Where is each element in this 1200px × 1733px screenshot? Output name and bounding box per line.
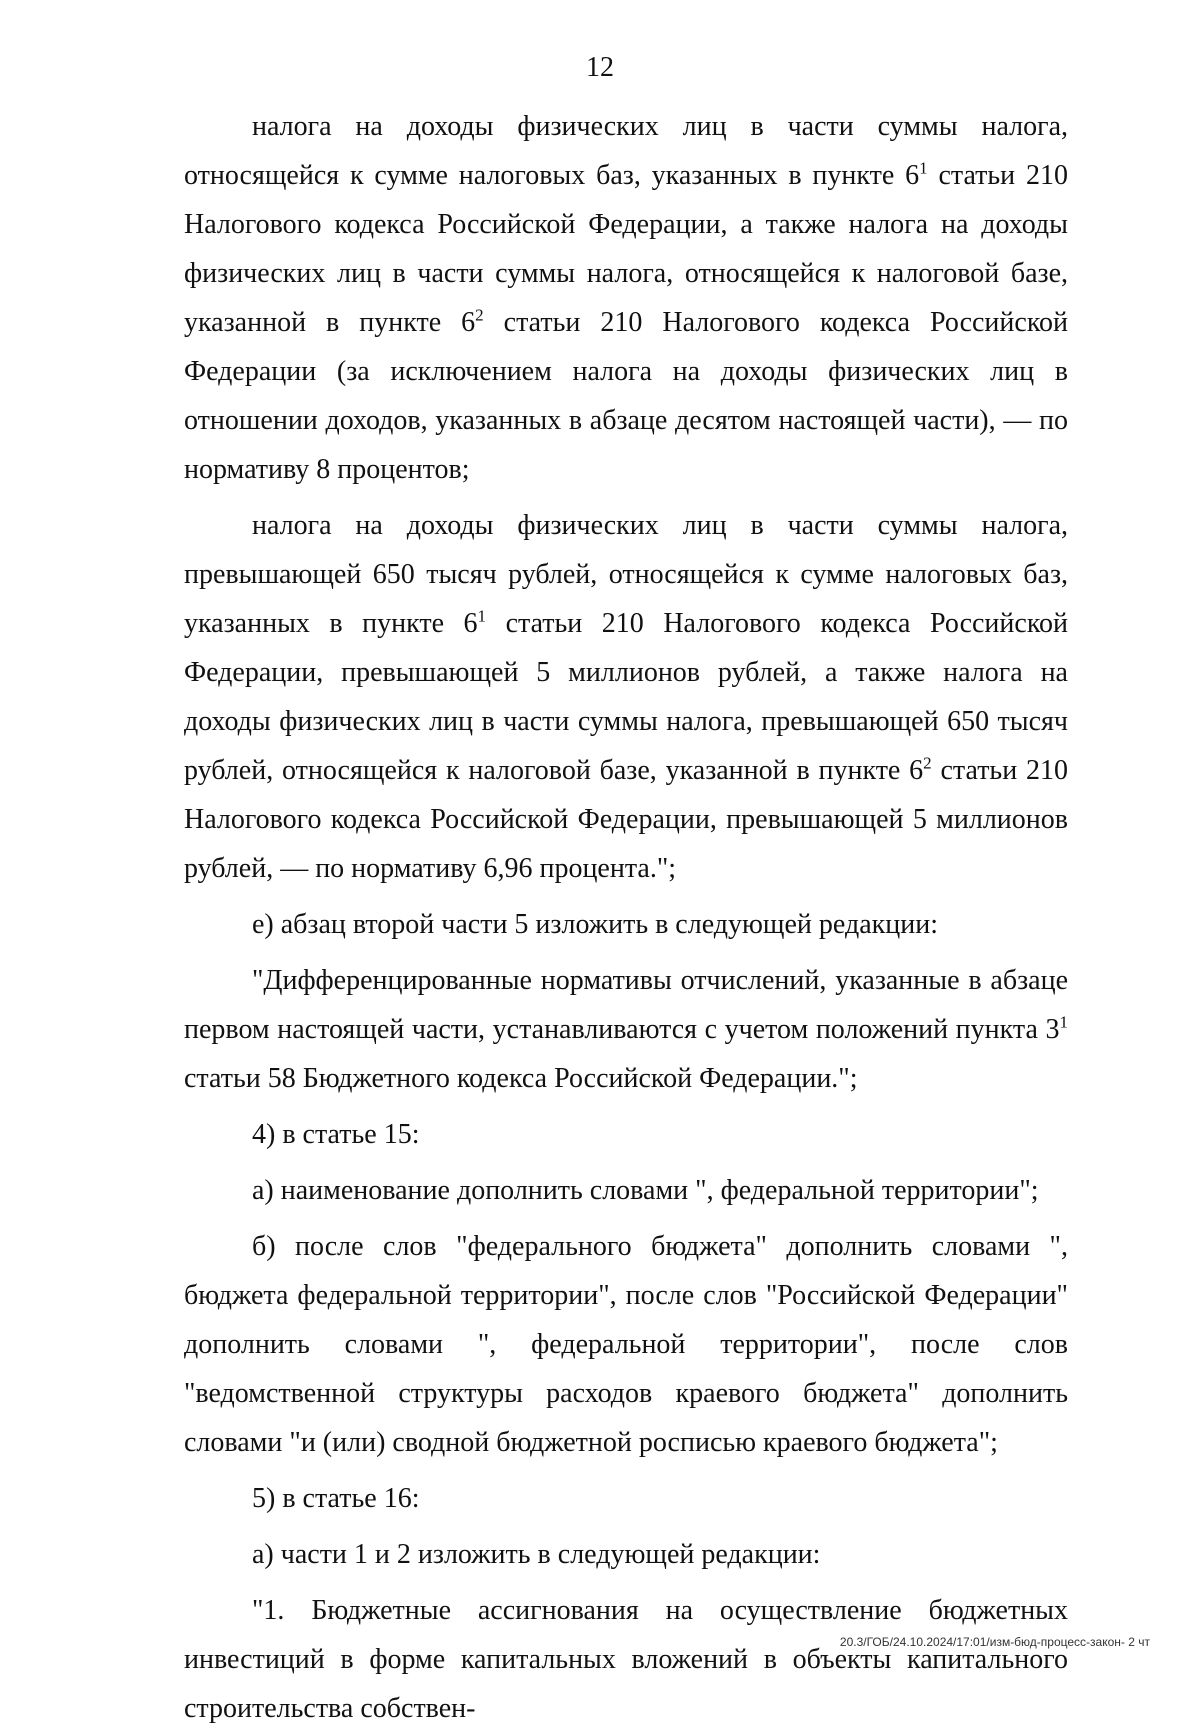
document-footer-code: 20.3/ГОБ/24.10.2024/17:01/изм-бюд-процесс-закон- 2 чт [839,1635,1150,1649]
paragraph-article-16: 5) в статье 16: [252,1483,420,1514]
paragraph-item-b: б) после слов "федерального бюджета" дополнить словами ", бюджета федеральной территории", после слов "Российской Федерации" дополнить словами ", федеральной территории", после слов "ведомственной структуры расходов краевого бюджета" дополнить словами "и (или) сводной бюджетной росписью краевого бюджета"; [184,1231,1068,1458]
paragraph-ndfl-8-percent: налога на доходы физических лиц в части суммы налога, относящейся к сумме налоговых баз, указанных в пункте $6^1$ статьи 210 Налогового кодекса Российской Федерации, а также налога на доходы физических лиц в части суммы налога, относящейся к налоговой базе, указанной в пункте $6^2$ статьи 210 Налогового кодекса Российской Федерации (за исключением налога на доходы физических лиц в отношении доходов, указанных в абзаце десятом настоящей части), — по нормативу 8 процентов; [184,111,1068,485]
paragraph-item-a-parts: а) части 1 и 2 изложить в следующей редакции: [252,1539,821,1570]
paragraph-budget-investments: "1. Бюджетные ассигнования на осуществление бюджетных инвестиций в форме капитальных вложений в объекты капитального строительства собствен- [184,1595,1068,1724]
paragraph-article-15: 4) в статье 15: [252,1119,420,1150]
paragraph-item-a-title: а) наименование дополнить словами ", федеральной территории"; [252,1175,1039,1206]
paragraph-differentiated-norms: "Дифференцированные нормативы отчислений, указанные в абзаце первом настоящей части, устанавливаются с учетом положений пункта $3^1$ статьи 58 Бюджетного кодекса Российской Федерации."; [184,965,1068,1094]
document-body [184,102,1068,1733]
paragraph-ndfl-6-96-percent: налога на доходы физических лиц в части суммы налога, превышающей 650 тысяч рублей, относящейся к сумме налоговых баз, указанных в пункте $6^1$ статьи 210 Налогового кодекса Российской Федерации, превышающей 5 миллионов рублей, а также налога на доходы физических лиц в части суммы налога, превышающей 650 тысяч рублей, относящейся к налоговой базе, указанной в пункте $6^2$ статьи 210 Налогового кодекса Российской Федерации, превышающей 5 миллионов рублей, — по нормативу 6,96 процента."; [184,510,1068,884]
paragraph-item-e: е) абзац второй части 5 изложить в следующей редакции: [252,909,938,940]
page-number: 12 [586,52,614,83]
